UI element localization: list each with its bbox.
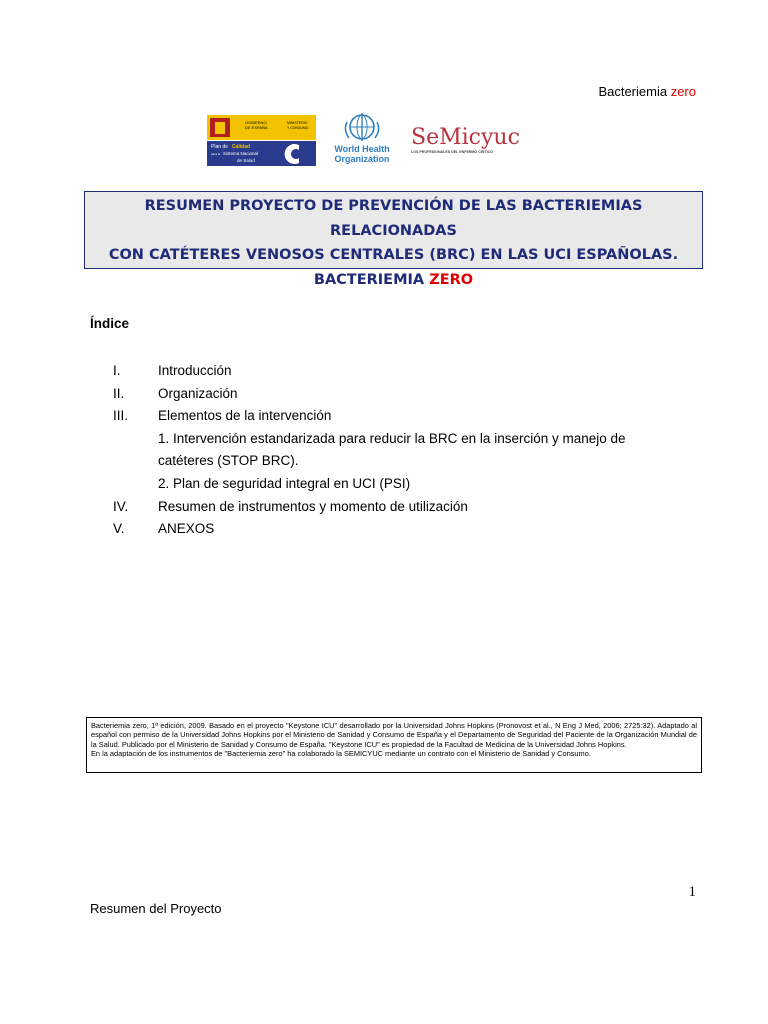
logo-strip	[207, 112, 527, 166]
index-heading: Índice	[90, 316, 130, 331]
toc-item	[113, 473, 673, 496]
credits-paragraph-1: Bacteriemia zero, 1ª edición, 2009. Basado en el proyecto "Keystone ICU" desarrollado por la Universidad Johns Hopkins (Pronovost et al., N Eng J Med, 2006; 2725:32). Adaptado al español con permiso de la Universidad Johns Hopkins por el Ministerio de Sanidad y Consumo de España y el Departamento de Seguridad del Paciente de la Organización Mundial de la Salud. Publicado por el Ministerio de Sanidad y Consumo de España. "Keystone ICU" es propiedad de la Facultad de Medicina de la Universidad Johns Hopkins.	[91, 721, 697, 749]
running-header-accent: zero	[670, 84, 696, 99]
toc-item	[113, 518, 673, 541]
who-emblem-icon	[345, 113, 378, 141]
toc-item-number: V.	[113, 521, 125, 537]
table-of-contents	[113, 360, 673, 541]
running-header-main: Bacteriemia	[598, 84, 668, 99]
title-box	[84, 191, 703, 288]
title-line3-main: BACTERIEMIA	[313, 271, 425, 288]
spain-ministry-line2: Y CONSUMO	[287, 126, 309, 130]
toc-item-number: IV.	[113, 498, 129, 514]
title-line1: RESUMEN PROYECTO DE PREVENCIÓN DE LAS BACTERIEMIAS RELACIONADAS	[144, 198, 643, 239]
plan-line3: para el	[211, 152, 221, 156]
toc-item-text: catéteres (STOP BRC).	[158, 453, 299, 469]
toc-item	[113, 383, 673, 406]
toc-item-number: III.	[113, 408, 129, 424]
toc-item-text: ANEXOS	[158, 521, 215, 537]
toc-item-number: II.	[113, 385, 125, 401]
spain-ministry-line1: MINISTERIO	[287, 121, 308, 125]
toc-item	[113, 360, 673, 383]
toc-item-number: I.	[113, 363, 121, 378]
plan-line2: Calidad	[232, 144, 251, 150]
toc-item	[113, 428, 673, 451]
toc-item	[113, 496, 673, 519]
credits-paragraph-2: En la adaptación de los instrumentos de "Bacteriemia zero" ha colaborado la SEMICYUC mediante un contrato con el Ministerio de Sanidad y Consumo.	[91, 748, 591, 758]
toc-item-text: Elementos de la intervención	[158, 408, 332, 424]
who-line1: World Health	[334, 144, 390, 154]
toc-item	[113, 405, 673, 428]
title-line3	[85, 268, 702, 293]
semicyuc-name: SeMicyuc	[411, 125, 520, 150]
semicyuc-tagline: LOS PROFESIONALES DEL ENFERMO CRÍTICO	[411, 150, 493, 154]
credits-box	[86, 717, 702, 773]
toc-item-text: 1. Intervención estandarizada para reducir la BRC en la inserción y manejo de	[158, 430, 626, 446]
toc-item-text: 2. Plan de seguridad integral en UCI (PSI)	[158, 475, 411, 491]
plan-line4: Sistema Nacional	[223, 151, 259, 156]
semicyuc-logo	[411, 120, 523, 160]
spain-gov-line2: DE ESPAÑA	[245, 125, 268, 130]
toc-item-text: Introducción	[158, 363, 232, 378]
who-line2: Organization	[334, 154, 390, 164]
running-footer: Resumen del Proyecto	[90, 901, 222, 916]
page-number: 1	[688, 884, 696, 900]
plan-line5: de Salud	[237, 158, 255, 163]
who-logo	[325, 112, 399, 166]
toc-item	[113, 450, 673, 473]
running-header	[598, 84, 696, 99]
spain-gov-line1: GOBIERNO	[245, 120, 267, 125]
plan-line1: Plan de	[211, 144, 228, 150]
title-line3-accent: ZERO	[429, 271, 474, 288]
spain-ministry-logo	[207, 115, 316, 166]
toc-item-text: Organización	[158, 385, 238, 401]
toc-item-text: Resumen de instrumentos y momento de utilización	[158, 498, 468, 514]
title-line2: CON CATÉTERES VENOSOS CENTRALES (BRC) EN LAS UCI ESPAÑOLAS.	[108, 247, 679, 263]
